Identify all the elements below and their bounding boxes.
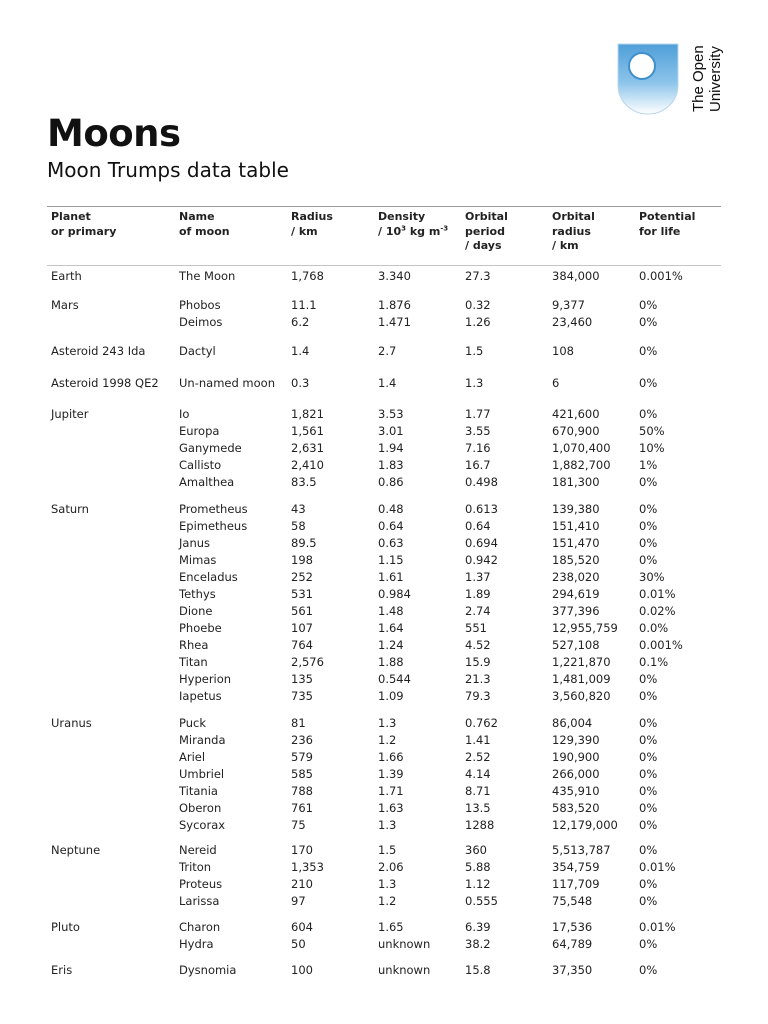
cell-potential-for-life: 0%	[639, 750, 658, 764]
cell-moon-name: Rhea	[179, 638, 209, 652]
table-row	[0, 859, 768, 876]
cell-radius: 764	[291, 638, 313, 652]
cell-moon-name: Umbriel	[179, 767, 225, 781]
cell-radius: 198	[291, 553, 313, 567]
cell-orbital-radius: 9,377	[552, 298, 585, 312]
cell-orbital-period: 0.32	[465, 298, 491, 312]
cell-density: 1.3	[378, 716, 397, 730]
cell-radius: 579	[291, 750, 313, 764]
cell-orbital-radius: 75,548	[552, 894, 593, 908]
planet-name: Neptune	[51, 843, 101, 857]
cell-orbital-radius: 151,410	[552, 519, 600, 533]
planet-name: Saturn	[51, 502, 89, 516]
table-row	[0, 876, 768, 893]
cell-density: 1.39	[378, 767, 404, 781]
cell-orbital-radius: 6	[552, 376, 560, 390]
logo-wordmark	[690, 45, 724, 112]
cell-density: 1.88	[378, 655, 404, 669]
page-subtitle: Moon Trumps data table	[47, 158, 289, 182]
table-row	[0, 715, 768, 732]
cell-orbital-period: 1.26	[465, 315, 491, 329]
planet-group	[0, 962, 768, 979]
cell-density: 0.63	[378, 536, 404, 550]
cell-potential-for-life: 50%	[639, 424, 665, 438]
table-row	[0, 962, 768, 979]
cell-orbital-period: 1.89	[465, 587, 491, 601]
cell-potential-for-life: 0.1%	[639, 655, 669, 669]
cell-potential-for-life: 0%	[639, 519, 658, 533]
cell-orbital-period: 8.71	[465, 784, 491, 798]
cell-orbital-period: 15.9	[465, 655, 491, 669]
cell-orbital-period: 0.762	[465, 716, 498, 730]
cell-radius: 89.5	[291, 536, 317, 550]
cell-density: 0.64	[378, 519, 404, 533]
planet-group	[0, 375, 768, 392]
cell-radius: 788	[291, 784, 313, 798]
cell-orbital-period: 2.52	[465, 750, 491, 764]
cell-orbital-period: 1.37	[465, 570, 491, 584]
cell-density: 1.61	[378, 570, 404, 584]
cell-potential-for-life: 0.01%	[639, 920, 676, 934]
cell-orbital-period: 2.74	[465, 604, 491, 618]
cell-radius: 58	[291, 519, 306, 533]
cell-potential-for-life: 0.001%	[639, 269, 683, 283]
cell-potential-for-life: 0%	[639, 475, 658, 489]
cell-orbital-period: 0.64	[465, 519, 491, 533]
table-row	[0, 518, 768, 535]
cell-moon-name: Miranda	[179, 733, 226, 747]
planet-name: Earth	[51, 269, 82, 283]
cell-orbital-radius: 670,900	[552, 424, 600, 438]
cell-radius: 210	[291, 877, 313, 891]
cell-potential-for-life: 0%	[639, 818, 658, 832]
planet-group	[0, 919, 768, 953]
cell-radius: 6.2	[291, 315, 310, 329]
cell-orbital-period: 0.555	[465, 894, 498, 908]
header-orbital-period: Orbital period / days	[465, 210, 508, 252]
header-radius: Radius / km	[291, 210, 333, 238]
cell-radius: 735	[291, 689, 313, 703]
cell-moon-name: Dysnomia	[179, 963, 237, 977]
table-row	[0, 343, 768, 360]
cell-orbital-period: 79.3	[465, 689, 491, 703]
cell-potential-for-life: 0%	[639, 733, 658, 747]
cell-moon-name: Proteus	[179, 877, 223, 891]
table-row	[0, 766, 768, 783]
cell-potential-for-life: 0%	[639, 376, 658, 390]
cell-potential-for-life: 0%	[639, 344, 658, 358]
table-row	[0, 569, 768, 586]
cell-potential-for-life: 0%	[639, 502, 658, 516]
cell-radius: 135	[291, 672, 313, 686]
table-row	[0, 375, 768, 392]
shield-icon	[617, 43, 679, 115]
planet-name: Asteroid 243 Ida	[51, 344, 146, 358]
cell-density: 2.06	[378, 860, 404, 874]
cell-density: 0.544	[378, 672, 411, 686]
cell-radius: 585	[291, 767, 313, 781]
table-row	[0, 842, 768, 859]
cell-orbital-period: 3.55	[465, 424, 491, 438]
cell-orbital-radius: 1,221,870	[552, 655, 611, 669]
cell-orbital-period: 551	[465, 621, 487, 635]
cell-potential-for-life: 0%	[639, 963, 658, 977]
cell-moon-name: Oberon	[179, 801, 222, 815]
cell-radius: 50	[291, 937, 306, 951]
cell-potential-for-life: 0.001%	[639, 638, 683, 652]
cell-potential-for-life: 0%	[639, 843, 658, 857]
cell-density: 1.5	[378, 843, 397, 857]
table-row	[0, 297, 768, 314]
cell-moon-name: Phoebe	[179, 621, 222, 635]
cell-radius: 2,576	[291, 655, 324, 669]
cell-density: 3.53	[378, 407, 404, 421]
cell-radius: 100	[291, 963, 313, 977]
cell-potential-for-life: 1%	[639, 458, 658, 472]
cell-density: 1.24	[378, 638, 404, 652]
cell-potential-for-life: 0%	[639, 298, 658, 312]
moon-table-body	[0, 268, 768, 979]
cell-density: 1.09	[378, 689, 404, 703]
cell-density: 1.63	[378, 801, 404, 815]
cell-potential-for-life: 0%	[639, 716, 658, 730]
cell-orbital-radius: 37,350	[552, 963, 593, 977]
header-orbital-radius: Orbital radius / km	[552, 210, 595, 252]
cell-potential-for-life: 0%	[639, 767, 658, 781]
cell-orbital-period: 13.5	[465, 801, 491, 815]
cell-radius: 1,821	[291, 407, 324, 421]
cell-orbital-period: 6.39	[465, 920, 491, 934]
cell-orbital-radius: 181,300	[552, 475, 600, 489]
cell-orbital-period: 16.7	[465, 458, 491, 472]
cell-density: 1.66	[378, 750, 404, 764]
cell-moon-name: The Moon	[179, 269, 236, 283]
cell-potential-for-life: 0%	[639, 801, 658, 815]
cell-potential-for-life: 0%	[639, 894, 658, 908]
table-row	[0, 474, 768, 491]
cell-orbital-radius: 64,789	[552, 937, 593, 951]
cell-orbital-radius: 108	[552, 344, 574, 358]
cell-moon-name: Puck	[179, 716, 207, 730]
cell-radius: 604	[291, 920, 313, 934]
cell-orbital-period: 1.3	[465, 376, 484, 390]
cell-orbital-period: 21.3	[465, 672, 491, 686]
planet-name: Uranus	[51, 716, 92, 730]
table-row	[0, 457, 768, 474]
planet-group	[0, 297, 768, 331]
cell-radius: 761	[291, 801, 313, 815]
cell-radius: 81	[291, 716, 306, 730]
cell-radius: 83.5	[291, 475, 317, 489]
cell-orbital-radius: 12,179,000	[552, 818, 618, 832]
cell-radius: 107	[291, 621, 313, 635]
cell-orbital-period: 1.77	[465, 407, 491, 421]
cell-potential-for-life: 0.02%	[639, 604, 676, 618]
cell-moon-name: Dione	[179, 604, 213, 618]
logo-line-2: University	[707, 46, 724, 112]
cell-density: 1.64	[378, 621, 404, 635]
cell-moon-name: Janus	[179, 536, 211, 550]
cell-moon-name: Titania	[179, 784, 218, 798]
cell-density: 1.48	[378, 604, 404, 618]
cell-potential-for-life: 0%	[639, 672, 658, 686]
table-row	[0, 654, 768, 671]
cell-radius: 43	[291, 502, 306, 516]
cell-density: 1.471	[378, 315, 411, 329]
cell-density: 1.94	[378, 441, 404, 455]
cell-density: 1.2	[378, 894, 397, 908]
planet-group	[0, 406, 768, 491]
cell-orbital-period: 15.8	[465, 963, 491, 977]
cell-orbital-period: 1.5	[465, 344, 484, 358]
cell-density: 1.3	[378, 877, 397, 891]
cell-radius: 1.4	[291, 344, 310, 358]
cell-orbital-radius: 5,513,787	[552, 843, 611, 857]
table-row	[0, 314, 768, 331]
cell-orbital-period: 1288	[465, 818, 495, 832]
cell-moon-name: Epimetheus	[179, 519, 248, 533]
cell-density: 0.984	[378, 587, 411, 601]
planet-group	[0, 715, 768, 834]
planet-name: Pluto	[51, 920, 80, 934]
table-row	[0, 671, 768, 688]
cell-orbital-period: 1.12	[465, 877, 491, 891]
cell-moon-name: Ariel	[179, 750, 206, 764]
header-potential-for-life: Potential for life	[639, 210, 696, 238]
table-row	[0, 552, 768, 569]
cell-density: 0.48	[378, 502, 404, 516]
cell-density: 3.340	[378, 269, 411, 283]
cell-radius: 531	[291, 587, 313, 601]
cell-moon-name: Titan	[179, 655, 208, 669]
table-header-rule	[47, 265, 721, 266]
cell-orbital-radius: 238,020	[552, 570, 600, 584]
cell-orbital-period: 7.16	[465, 441, 491, 455]
table-row	[0, 535, 768, 552]
cell-orbital-radius: 3,560,820	[552, 689, 611, 703]
table-row	[0, 732, 768, 749]
cell-moon-name: Mimas	[179, 553, 217, 567]
cell-moon-name: Prometheus	[179, 502, 248, 516]
cell-radius: 561	[291, 604, 313, 618]
table-row	[0, 688, 768, 705]
cell-radius: 1,768	[291, 269, 324, 283]
table-row	[0, 893, 768, 910]
table-row	[0, 620, 768, 637]
cell-moon-name: Amalthea	[179, 475, 235, 489]
cell-orbital-radius: 151,470	[552, 536, 600, 550]
cell-orbital-radius: 527,108	[552, 638, 600, 652]
table-row	[0, 501, 768, 518]
cell-density: 1.4	[378, 376, 397, 390]
cell-orbital-radius: 190,900	[552, 750, 600, 764]
cell-potential-for-life: 0.01%	[639, 860, 676, 874]
cell-density: 1.83	[378, 458, 404, 472]
cell-orbital-radius: 1,481,009	[552, 672, 611, 686]
cell-orbital-radius: 139,380	[552, 502, 600, 516]
cell-density: unknown	[378, 937, 431, 951]
cell-radius: 2,631	[291, 441, 324, 455]
cell-orbital-radius: 185,520	[552, 553, 600, 567]
table-row	[0, 423, 768, 440]
planet-group	[0, 501, 768, 705]
cell-density: 0.86	[378, 475, 404, 489]
cell-moon-name: Iapetus	[179, 689, 222, 703]
cell-radius: 0.3	[291, 376, 310, 390]
cell-orbital-period: 360	[465, 843, 487, 857]
cell-orbital-radius: 1,070,400	[552, 441, 611, 455]
table-top-rule	[47, 206, 721, 207]
header-moon-name: Name of moon	[179, 210, 230, 238]
cell-density: 1.3	[378, 818, 397, 832]
cell-potential-for-life: 0.0%	[639, 621, 669, 635]
cell-density: unknown	[378, 963, 431, 977]
cell-radius: 170	[291, 843, 313, 857]
cell-orbital-radius: 266,000	[552, 767, 600, 781]
table-row	[0, 268, 768, 285]
cell-moon-name: Callisto	[179, 458, 222, 472]
cell-orbital-period: 0.942	[465, 553, 498, 567]
cell-radius: 236	[291, 733, 313, 747]
planet-name: Jupiter	[51, 407, 89, 421]
cell-moon-name: Triton	[179, 860, 212, 874]
planet-name: Eris	[51, 963, 73, 977]
table-row	[0, 936, 768, 953]
table-row	[0, 749, 768, 766]
cell-radius: 75	[291, 818, 306, 832]
table-row	[0, 783, 768, 800]
cell-density: 3.01	[378, 424, 404, 438]
cell-moon-name: Io	[179, 407, 190, 421]
header-planet: Planet or primary	[51, 210, 117, 238]
cell-potential-for-life: 0%	[639, 877, 658, 891]
cell-orbital-period: 27.3	[465, 269, 491, 283]
table-row	[0, 637, 768, 654]
table-row	[0, 817, 768, 834]
cell-moon-name: Nereid	[179, 843, 217, 857]
cell-orbital-period: 4.14	[465, 767, 491, 781]
cell-orbital-period: 0.694	[465, 536, 498, 550]
cell-radius: 1,353	[291, 860, 324, 874]
table-row	[0, 800, 768, 817]
cell-moon-name: Europa	[179, 424, 220, 438]
planet-name: Mars	[51, 298, 79, 312]
cell-radius: 1,561	[291, 424, 324, 438]
cell-moon-name: Ganymede	[179, 441, 242, 455]
table-row	[0, 586, 768, 603]
cell-density: 1.65	[378, 920, 404, 934]
cell-orbital-period: 1.41	[465, 733, 491, 747]
cell-orbital-period: 38.2	[465, 937, 491, 951]
cell-potential-for-life: 0%	[639, 315, 658, 329]
cell-orbital-period: 0.613	[465, 502, 498, 516]
cell-orbital-radius: 1,882,700	[552, 458, 611, 472]
cell-orbital-period: 4.52	[465, 638, 491, 652]
cell-orbital-period: 5.88	[465, 860, 491, 874]
cell-radius: 97	[291, 894, 306, 908]
cell-potential-for-life: 10%	[639, 441, 665, 455]
cell-orbital-radius: 421,600	[552, 407, 600, 421]
cell-potential-for-life: 0%	[639, 553, 658, 567]
cell-moon-name: Dactyl	[179, 344, 216, 358]
cell-moon-name: Enceladus	[179, 570, 238, 584]
table-row	[0, 406, 768, 423]
cell-moon-name: Tethys	[179, 587, 216, 601]
planet-group	[0, 842, 768, 910]
cell-potential-for-life: 0%	[639, 784, 658, 798]
cell-potential-for-life: 30%	[639, 570, 665, 584]
cell-orbital-radius: 435,910	[552, 784, 600, 798]
cell-density: 1.2	[378, 733, 397, 747]
cell-orbital-radius: 377,396	[552, 604, 600, 618]
cell-orbital-radius: 384,000	[552, 269, 600, 283]
cell-orbital-radius: 117,709	[552, 877, 600, 891]
cell-moon-name: Hyperion	[179, 672, 232, 686]
cell-radius: 2,410	[291, 458, 324, 472]
logo-line-1: The Open	[690, 45, 707, 112]
cell-density: 1.71	[378, 784, 404, 798]
cell-potential-for-life: 0%	[639, 689, 658, 703]
cell-moon-name: Larissa	[179, 894, 220, 908]
cell-radius: 11.1	[291, 298, 317, 312]
cell-potential-for-life: 0%	[639, 536, 658, 550]
cell-density: 2.7	[378, 344, 397, 358]
cell-radius: 252	[291, 570, 313, 584]
cell-moon-name: Hydra	[179, 937, 214, 951]
cell-orbital-radius: 129,390	[552, 733, 600, 747]
cell-potential-for-life: 0%	[639, 937, 658, 951]
cell-orbital-radius: 86,004	[552, 716, 593, 730]
cell-moon-name: Un-named moon	[179, 376, 275, 390]
cell-moon-name: Sycorax	[179, 818, 226, 832]
planet-group	[0, 343, 768, 360]
header-density: Density / $10^3$ kg $m^{-3}$	[378, 210, 449, 238]
planet-group	[0, 268, 768, 285]
cell-orbital-radius: 294,619	[552, 587, 600, 601]
cell-orbital-period: 0.498	[465, 475, 498, 489]
cell-moon-name: Deimos	[179, 315, 223, 329]
cell-potential-for-life: 0%	[639, 407, 658, 421]
page-title: Moons	[47, 112, 181, 155]
cell-orbital-radius: 17,536	[552, 920, 593, 934]
cell-orbital-radius: 23,460	[552, 315, 593, 329]
cell-moon-name: Phobos	[179, 298, 221, 312]
table-row	[0, 919, 768, 936]
table-row	[0, 603, 768, 620]
planet-name: Asteroid 1998 QE2	[51, 376, 159, 390]
cell-density: 1.15	[378, 553, 404, 567]
table-row	[0, 440, 768, 457]
cell-orbital-radius: 12,955,759	[552, 621, 618, 635]
cell-density: 1.876	[378, 298, 411, 312]
cell-orbital-radius: 583,520	[552, 801, 600, 815]
cell-orbital-radius: 354,759	[552, 860, 600, 874]
cell-moon-name: Charon	[179, 920, 221, 934]
cell-potential-for-life: 0.01%	[639, 587, 676, 601]
